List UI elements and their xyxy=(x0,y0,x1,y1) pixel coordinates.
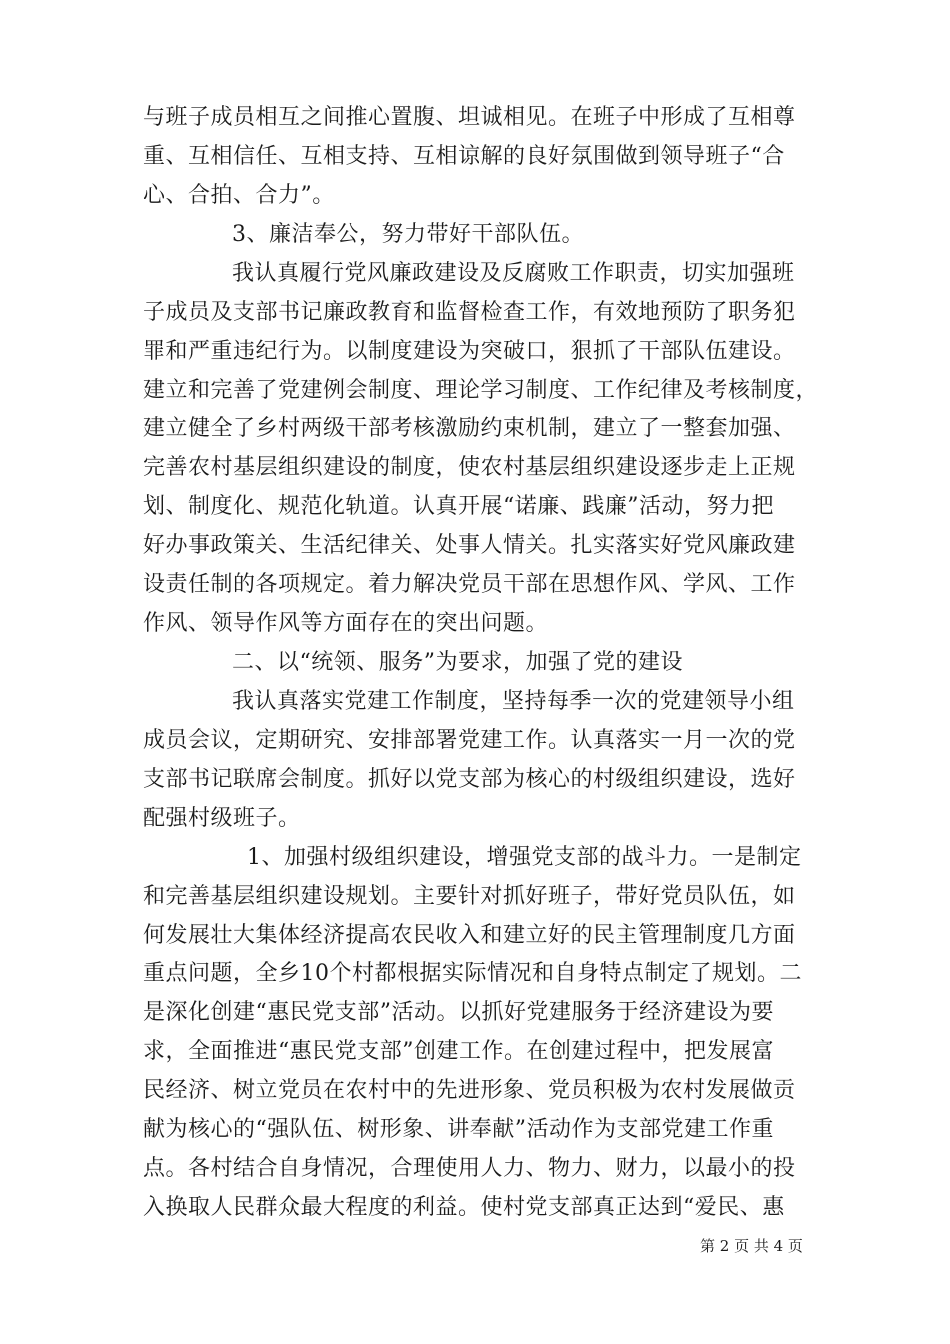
text-line: 子成员及支部书记廉政教育和监督检查工作，有效地预防了职务犯 xyxy=(143,300,796,325)
text-line: 献为核心的“强队伍、树形象、讲奉献”活动作为支部党建工作重 xyxy=(143,1117,774,1142)
text-line: 重、互相信任、互相支持、互相谅解的良好氛围做到领导班子“合 xyxy=(143,144,785,169)
text-line: 划、制度化、规范化轨道。认真开展“诺廉、践廉”活动，努力把 xyxy=(143,494,774,519)
text-line: 作风、领导作风等方面存在的突出问题。 xyxy=(143,611,549,636)
text-line: 设责任制的各项规定。着力解决党员干部在思想作风、学风、工作 xyxy=(143,572,796,597)
text-line: 民经济、树立党员在农村中的先进形象、党员积极为农村发展做贡 xyxy=(143,1078,796,1103)
section-heading: 二、以“统领、服务”为要求，加强了党的建设 xyxy=(232,650,683,675)
text-line: 我认真落实党建工作制度，坚持每季一次的党建领导小组 xyxy=(232,689,795,714)
text-line: 我认真履行党风廉政建设及反腐败工作职责，切实加强班 xyxy=(232,261,795,286)
text-line: 心、合拍、合力”。 xyxy=(143,183,335,208)
text-line: 完善农村基层组织建设的制度，使农村基层组织建设逐步走上正规 xyxy=(143,455,796,480)
text-line: 是深化创建“惠民党支部”活动。以抓好党建服务于经济建设为要 xyxy=(143,1000,774,1025)
text-line: 点。各村结合自身情况，合理使用人力、物力、财力，以最小的投 xyxy=(143,1156,796,1181)
text-line: 配强村级班子。 xyxy=(143,806,301,831)
section-heading: 1、加强村级组织建设，增强党支部的战斗力。一是制定 xyxy=(247,845,802,870)
text-line: 入换取人民群众最大程度的利益。使村党支部真正达到“爱民、惠 xyxy=(143,1195,785,1220)
page-number: 第 2 页 共 4 页 xyxy=(700,1237,803,1255)
text-line: 重点问题，全乡10个村都根据实际情况和自身特点制定了规划。二 xyxy=(143,961,802,986)
text-line: 何发展壮大集体经济提高农民收入和建立好的民主管理制度几方面 xyxy=(143,923,796,948)
text-line: 支部书记联席会制度。抓好以党支部为核心的村级组织建设，选好 xyxy=(143,767,796,792)
text-line: 和完善基层组织建设规划。主要针对抓好班子，带好党员队伍，如 xyxy=(143,884,796,909)
text-line: 罪和严重违纪行为。以制度建设为突破口，狠抓了干部队伍建设。 xyxy=(143,339,796,364)
section-heading: 3、廉洁奉公，努力带好干部队伍。 xyxy=(232,222,584,247)
text-line: 建立和完善了党建例会制度、理论学习制度、工作纪律及考核制度， xyxy=(143,378,819,403)
text-line: 好办事政策关、生活纪律关、处事人情关。扎实落实好党风廉政建 xyxy=(143,533,796,558)
text-line: 与班子成员相互之间推心置腹、坦诚相见。在班子中形成了互相尊 xyxy=(143,105,796,130)
text-line: 成员会议，定期研究、安排部署党建工作。认真落实一月一次的党 xyxy=(143,728,796,753)
text-line: 求，全面推进“惠民党支部”创建工作。在创建过程中，把发展富 xyxy=(143,1039,774,1064)
text-line: 建立健全了乡村两级干部考核激励约束机制，建立了一整套加强、 xyxy=(143,416,796,441)
